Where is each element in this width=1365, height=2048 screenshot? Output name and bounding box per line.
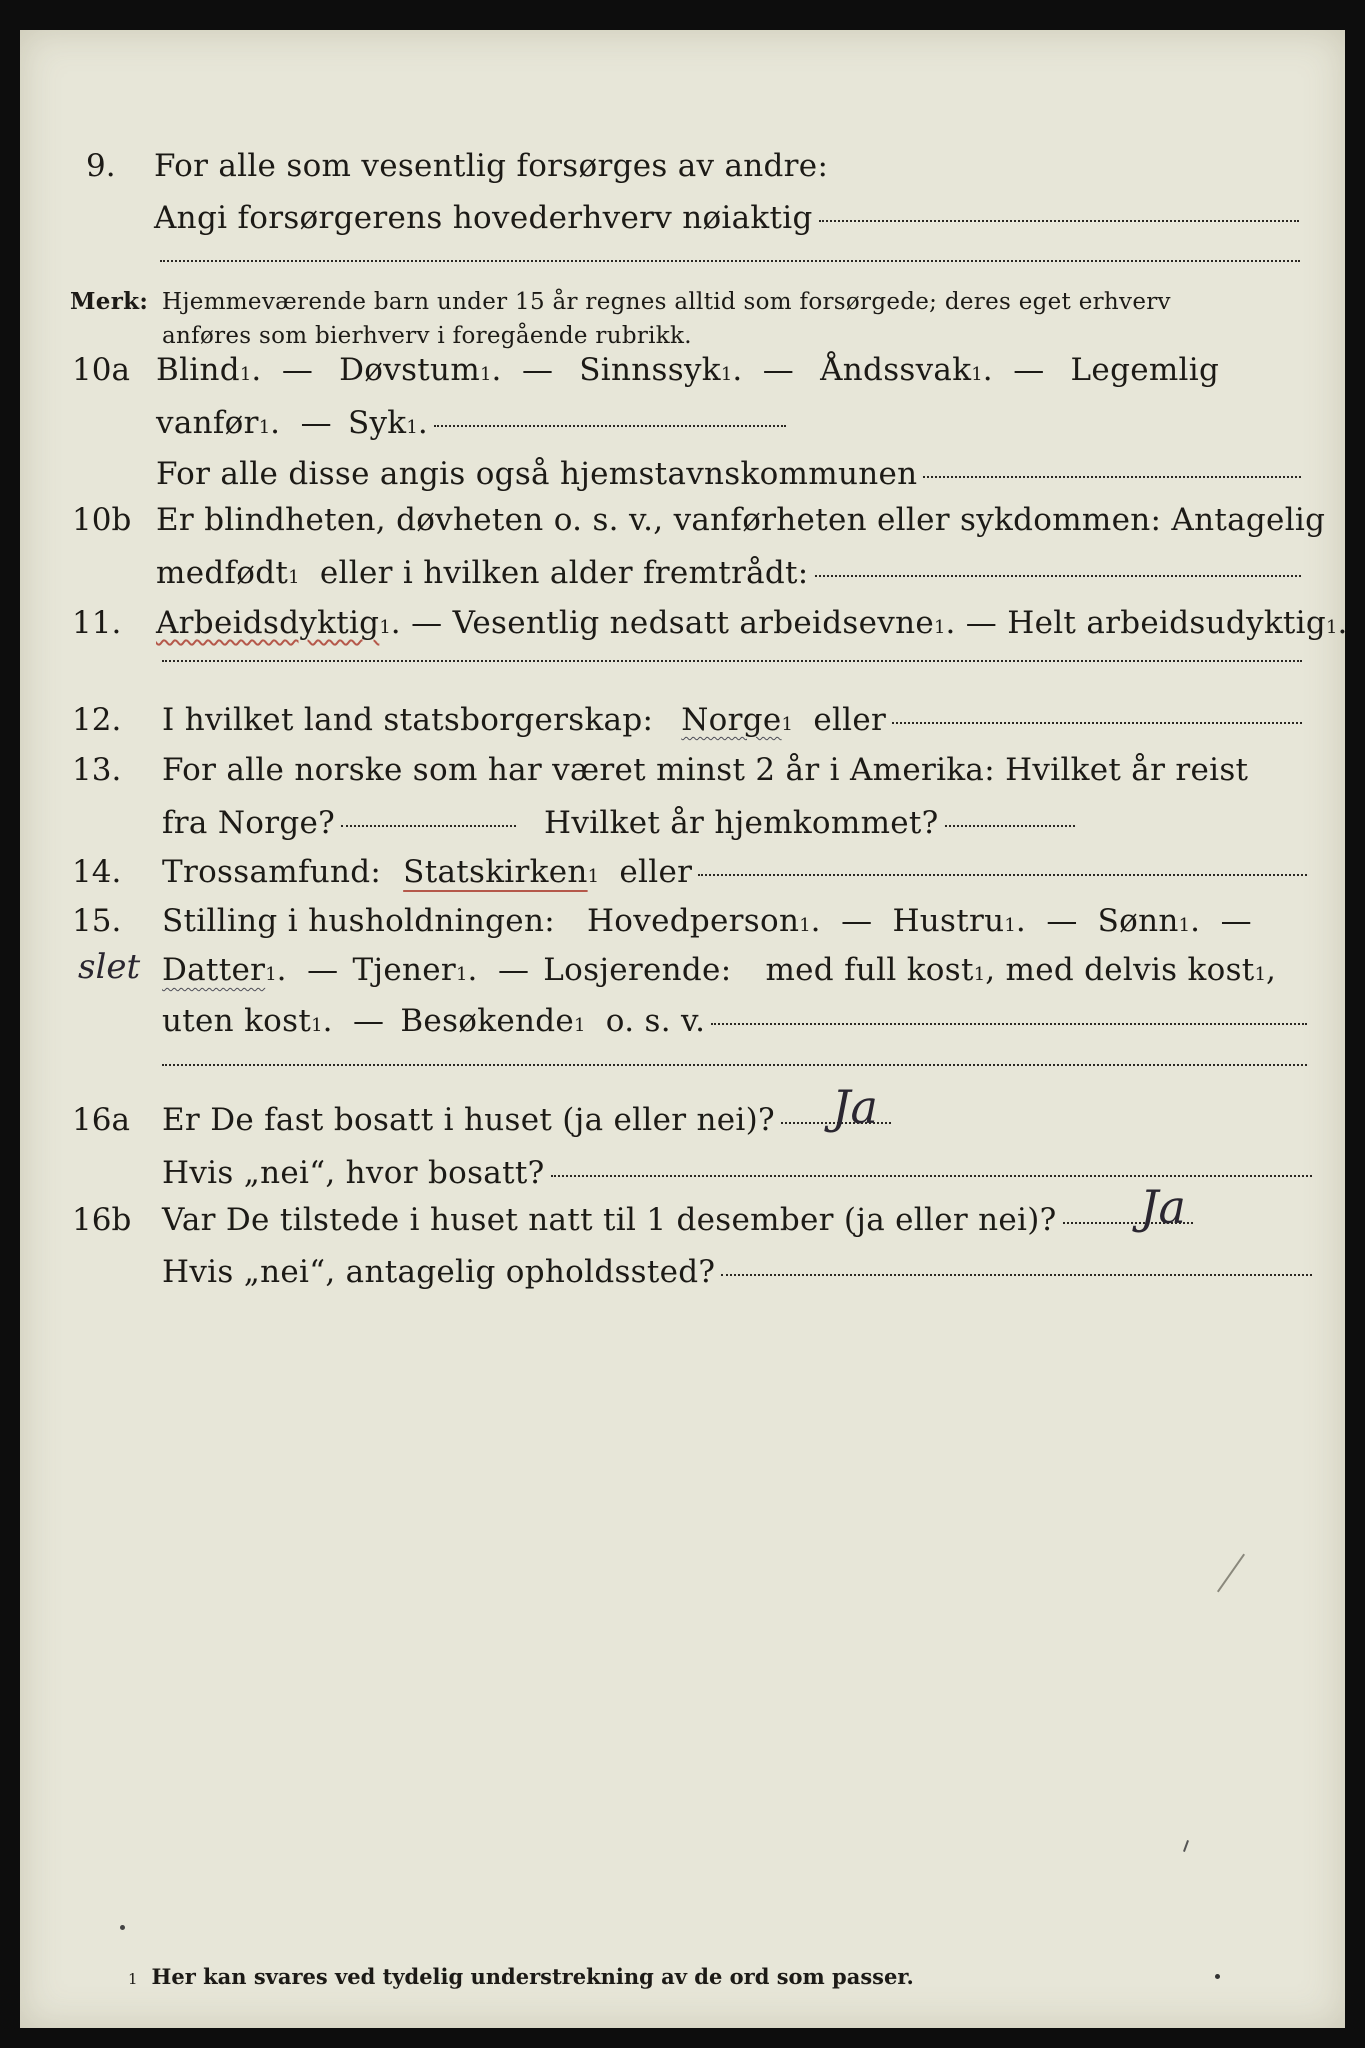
q13-line2	[162, 805, 1075, 841]
q12-question: I hvilket land statsborgerskap:	[162, 702, 654, 738]
q10a-line1: Blind 1 . — Døvstum 1 . — Sinnssyk 1 . — Åndssvak 1 . — Legemlig	[156, 352, 1220, 388]
q15-line3: uten kost 1 . — Besøkende 1 o. s. v.	[162, 1003, 1307, 1039]
q13-returned: Hvilket år hjemkommet?	[544, 805, 939, 841]
option-nedsatt-arbeidsevne[interactable]: Vesentlig nedsatt arbeidsevne	[452, 605, 934, 641]
q15-answer-line-2[interactable]	[162, 1064, 1307, 1066]
ink-dot	[120, 1925, 125, 1930]
dash: —	[307, 952, 339, 988]
dash: —	[1013, 352, 1045, 388]
option-legemlig[interactable]: Legemlig	[1070, 352, 1220, 388]
q9-number: 9.	[86, 148, 116, 184]
q14-question: Trossamfund:	[162, 854, 382, 890]
q11-line1: Arbeidsdyktig 1 . — Vesentlig nedsatt arbeidsevne 1 . — Helt arbeidsudyktig 1 .	[156, 605, 1348, 641]
q13-number: 13.	[72, 752, 122, 788]
q15-answer-line[interactable]	[711, 1023, 1307, 1025]
q16a-handwritten-answer: Ja	[832, 1080, 878, 1134]
option-datter-underlined[interactable]: Datter	[162, 952, 266, 988]
q10a-municipality-line[interactable]	[923, 476, 1301, 478]
pencil-mark	[1183, 1840, 1189, 1852]
option-sonn[interactable]: Sønn	[1097, 903, 1179, 939]
q14-line: Trossamfund: Statskirken 1 eller	[162, 854, 1307, 890]
q16a-where-question: Hvis „nei“, hvor bosatt?	[162, 1155, 545, 1191]
option-hovedperson[interactable]: Hovedperson	[586, 903, 800, 939]
q10a-line3	[156, 456, 1301, 492]
q9-question: For alle som vesentlig forsørges av andre:	[154, 148, 829, 184]
q15-number: 15.	[72, 903, 122, 939]
option-statskirken-underlined[interactable]: Statskirken	[403, 854, 588, 890]
dash: —	[411, 605, 443, 641]
q14-answer-line[interactable]	[698, 874, 1307, 876]
q16b-whereabouts-line[interactable]	[721, 1274, 1312, 1276]
q15-line2: Datter 1 . — Tjener 1 . — Losjerende: med full kost 1 , med delvis kost 1 ,	[162, 952, 1277, 988]
dash: —	[281, 352, 314, 388]
q10a-line2: vanfør 1 . — Syk 1 .	[156, 405, 786, 441]
merk-note-line1	[70, 288, 1171, 315]
option-arbeidsudyktig[interactable]: Helt arbeidsudyktig	[1007, 605, 1327, 641]
q16b-handwritten-answer: Ja	[1140, 1180, 1186, 1234]
q13-question: For alle norske som har været minst 2 år i Amerika: Hvilket år reist	[162, 752, 1249, 788]
q11-number: 11.	[72, 605, 122, 641]
option-vanfor[interactable]: vanfør	[156, 405, 259, 441]
census-form-page	[20, 30, 1348, 2028]
q14-eller: eller	[619, 854, 693, 890]
option-blind[interactable]: Blind	[156, 352, 240, 388]
q14-number: 14.	[72, 854, 122, 890]
q10b-answer-line[interactable]	[815, 575, 1301, 577]
q10b-age-question: eller i hvilken alder fremtrådt:	[319, 555, 809, 591]
merk-text-1: Hjemmeværende barn under 15 år regnes alltid som forsørgede; deres eget erhverv	[162, 289, 1171, 315]
q15-question: Stilling i husholdningen:	[162, 903, 555, 939]
handwritten-datter-prefix: slet	[78, 947, 141, 987]
q9-answer-line-2[interactable]	[160, 260, 1300, 262]
dash: —	[762, 352, 795, 388]
dash: —	[521, 352, 554, 388]
dash: —	[1220, 903, 1252, 939]
q10a-home-municipality: For alle disse angis også hjemstavnskommunen	[156, 456, 918, 492]
q16a-question: Er De fast bosatt i huset (ja eller nei)?	[162, 1102, 775, 1138]
option-delvis-kost[interactable]: med delvis kost	[1005, 952, 1255, 988]
footnote-mark: 1	[128, 1970, 138, 1988]
option-arbeidsdyktig-underlined[interactable]: Arbeidsdyktig	[156, 605, 380, 641]
q15-losjerende: Losjerende:	[543, 952, 732, 988]
option-norge-underlined[interactable]: Norge	[681, 702, 782, 738]
q13-line1	[162, 752, 1248, 788]
q15-osv: o. s. v.	[605, 1003, 706, 1039]
option-dovstum[interactable]: Døvstum	[339, 352, 481, 388]
q15-line1: Stilling i husholdningen: Hovedperson 1 . — Hustru 1 . — Sønn 1 . —	[162, 903, 1252, 939]
merk-text-2: anføres som bierhverv i foregående rubrikk.	[162, 323, 692, 349]
option-full-kost[interactable]: med full kost	[765, 952, 974, 988]
pencil-mark	[1217, 1554, 1245, 1593]
q16a-number: 16a	[72, 1102, 130, 1138]
q9-line2	[154, 200, 1299, 236]
footnote-text: Her kan svares ved tydelig understrekning av de ord som passer.	[151, 1964, 914, 1989]
q13-left-norway: fra Norge?	[162, 805, 336, 841]
merk-label: Merk:	[70, 288, 149, 315]
q11-answer-line[interactable]	[162, 660, 1302, 662]
q16b-line2	[162, 1254, 1312, 1290]
q10a-answer-line[interactable]	[434, 425, 786, 427]
option-syk[interactable]: Syk	[347, 405, 407, 441]
q12-line: I hvilket land statsborgerskap: Norge 1 eller	[162, 702, 1302, 738]
q16b-number: 16b	[72, 1202, 132, 1238]
q9-answer-line[interactable]	[819, 220, 1299, 222]
dash: —	[841, 903, 873, 939]
option-hustru[interactable]: Hustru	[892, 903, 1005, 939]
q9-line1	[154, 148, 828, 184]
q13-left-year-line[interactable]	[341, 825, 516, 827]
footnote	[128, 1964, 914, 1989]
q10b-question: Er blindheten, døvheten o. s. v., vanførheten eller sykdommen: Antagelig	[156, 502, 1326, 538]
merk-note-line2	[162, 323, 692, 349]
q12-number: 12.	[72, 702, 122, 738]
option-tjener[interactable]: Tjener	[352, 952, 457, 988]
q10b-line1	[156, 502, 1325, 538]
option-medfodt[interactable]: medfødt	[156, 555, 289, 591]
dash: —	[965, 605, 998, 641]
dash: —	[300, 405, 332, 441]
option-uten-kost[interactable]: uten kost	[162, 1003, 312, 1039]
q12-answer-line[interactable]	[892, 722, 1302, 724]
option-sinnssyk[interactable]: Sinnssyk	[579, 352, 721, 388]
ink-dot	[1215, 1974, 1220, 1979]
dash: —	[1046, 903, 1078, 939]
q10b-number: 10b	[72, 502, 132, 538]
dash: —	[353, 1003, 385, 1039]
q10a-number: 10a	[72, 352, 130, 388]
q16b-whereabouts-question: Hvis „nei“, antagelig opholdssted?	[162, 1254, 716, 1290]
q16b-line1	[162, 1202, 1193, 1238]
q13-returned-year-line[interactable]	[945, 825, 1075, 827]
q10b-line2: medfødt 1 eller i hvilken alder fremtrådt:	[156, 555, 1301, 591]
option-andssvak[interactable]: Åndssvak	[820, 352, 972, 388]
option-besokende[interactable]: Besøkende	[400, 1003, 575, 1039]
q12-eller: eller	[813, 702, 887, 738]
q9-question-main-occupation: Angi forsørgerens hovederhverv nøiaktig	[154, 200, 813, 236]
q16a-where-line[interactable]	[551, 1175, 1312, 1177]
q16b-question: Var De tilstede i huset natt til 1 desember (ja eller nei)?	[162, 1202, 1057, 1238]
q16a-line1	[162, 1102, 891, 1138]
dash: —	[497, 952, 530, 988]
